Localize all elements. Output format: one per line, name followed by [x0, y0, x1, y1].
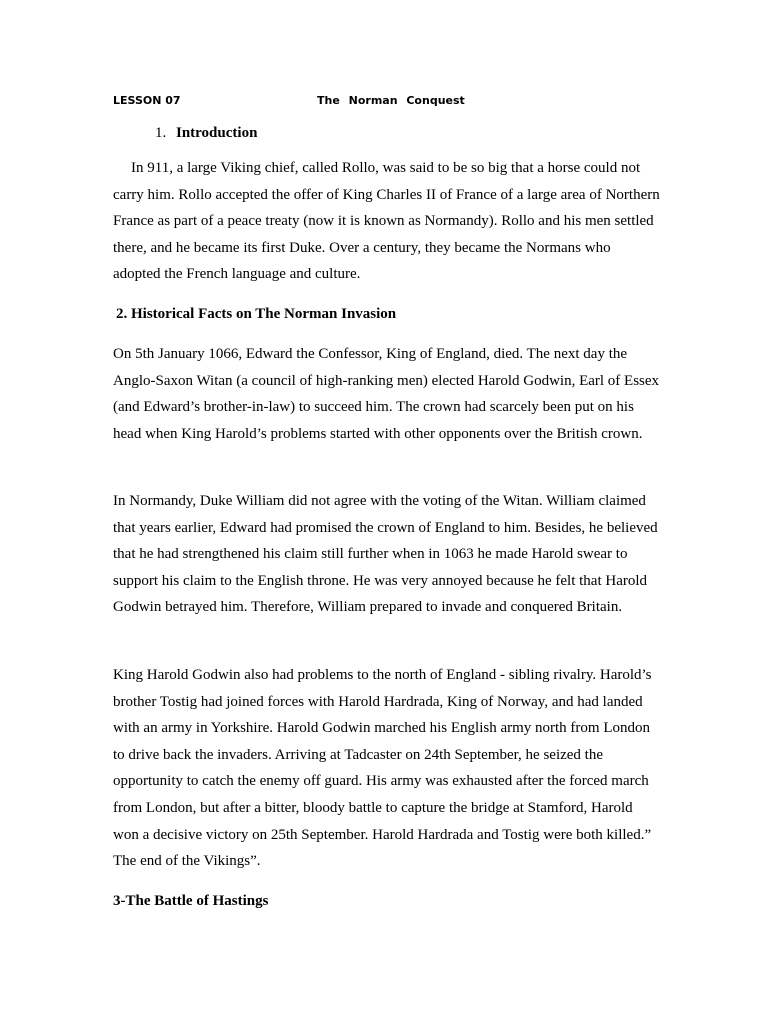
- page-header: [113, 94, 673, 110]
- lesson-number: LESSON 07: [113, 94, 181, 107]
- paragraph-king-harold: King Harold Godwin also had problems to the north of England - sibling rivalry. Harold’s brother Tostig had joined forces with Harold Hardrada, King of Norway, and had landed with an army in Yorkshire. Harold Godwin marched his English army north from London to drive back the invaders. Arriving at Tadcaster on 24th September, he seized the opportunity to catch the enemy off guard. His army was exhausted after the forced march from London, but after a bitter, bloody battle to capture the bridge at Stamford, Harold won a decisive victory on 25th September. Harold Hardrada and Tostig were both killed.” The end of the Vikings”.: [113, 667, 652, 870]
- section-number: 1.: [155, 125, 167, 141]
- section-heading-historical-facts: 2. Historical Facts on The Norman Invasion: [116, 306, 397, 322]
- section-heading-battle-of-hastings: 3-The Battle of Hastings: [113, 893, 269, 909]
- paragraph-introduction: In 911, a large Viking chief, called Rollo, was said to be so big that a horse could not carry him. Rollo accepted the offer of King Charles II of France of a large area of Northern France as part of a peace treaty (now it is known as Normandy). Rollo and his men settled there, and he became its first Duke. Over a century, they became the Normans who adopted the French language and culture.: [113, 160, 660, 283]
- section-heading-introduction: [155, 125, 257, 142]
- paragraph-edward-death: On 5th January 1066, Edward the Confessor, King of England, died. The next day the Anglo-Saxon Witan (a council of high-ranking men) elected Harold Godwin, Earl of Essex (and Edward’s brother-in-law) to succeed him. The crown had scarcely been put on his head when King Harold’s problems started with other opponents over the British crown.: [113, 346, 660, 442]
- lesson-title: The Norman Conquest: [317, 94, 465, 107]
- section-title: Introduction: [176, 125, 258, 141]
- paragraph-duke-william: In Normandy, Duke William did not agree with the voting of the Witan. William claimed that years earlier, Edward had promised the crown of England to him. Besides, he believed that he had strengthened his claim still further when in 1063 he made Harold swear to support his claim to the English throne. He was very annoyed because he felt that Harold Godwin betrayed him. Therefore, William prepared to invade and conquered Britain.: [113, 493, 658, 616]
